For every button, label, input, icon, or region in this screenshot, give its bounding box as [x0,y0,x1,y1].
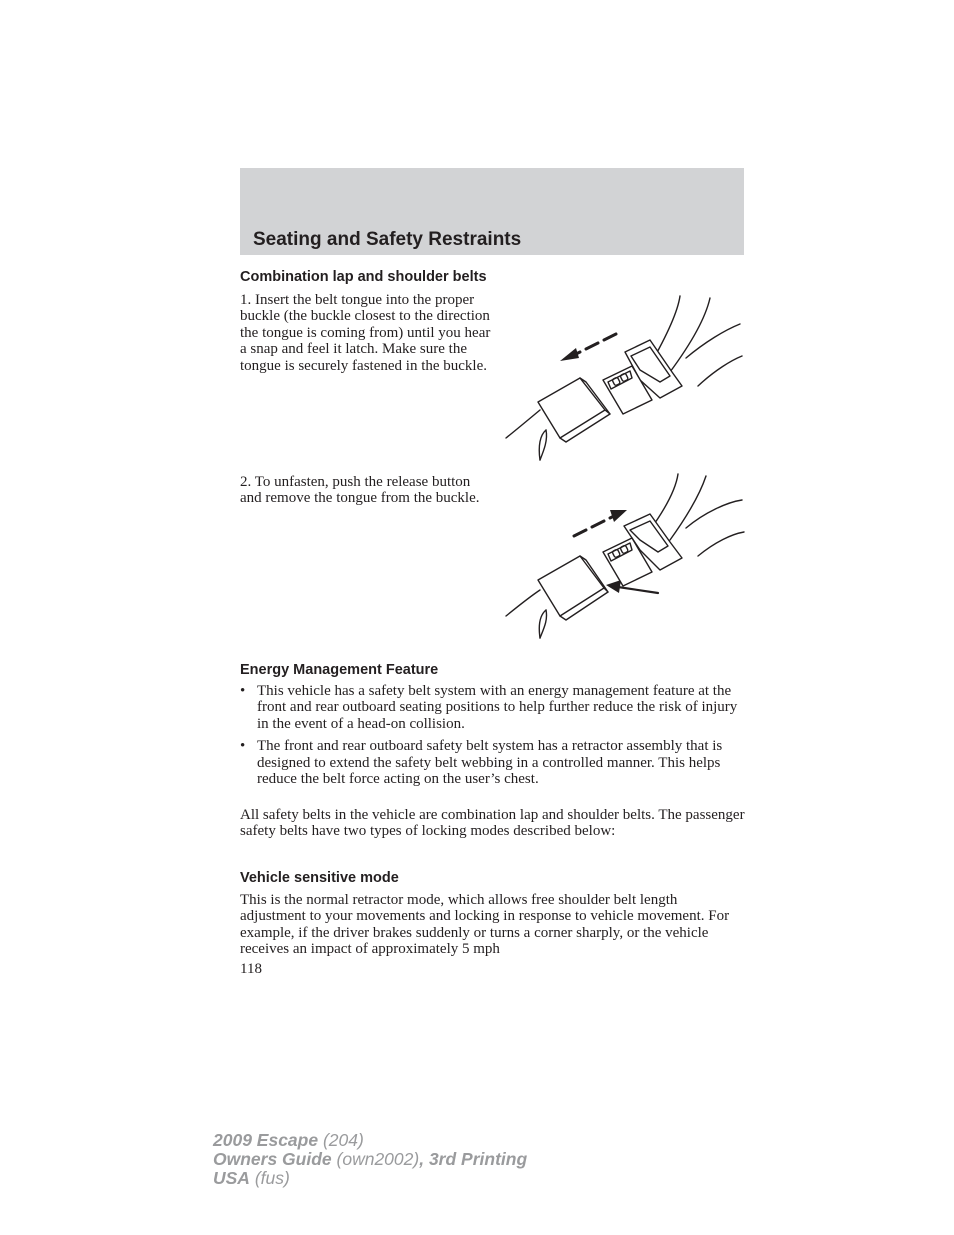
footer-model-code: (204) [322,1130,364,1150]
unfasten-belt-illustration [500,470,750,645]
release-direction-arrow [574,510,627,536]
document-footer [213,1131,527,1188]
energy-management-list [240,683,745,793]
footer-guide: Owners Guide [213,1149,332,1169]
section-title: Seating and Safety Restraints [253,229,522,250]
list-item: • The front and rear outboard safety belt system has a retractor assembly that is designed to extend the safety belt webbing in a controlled manner. This helps reduce the belt force acting on the user’s chest. [240,738,723,788]
bullet-icon: • [240,738,246,755]
vehicle-sensitive-paragraph: This is the normal retractor mode, which allows free shoulder belt length adjustment to your movements and locking in response to vehicle movement. For example, if the driver brakes suddenly or turns a corner sharply, or the vehicle receives an impact of approximately 5 mph [240,892,730,958]
footer-printing: , 3rd Printing [419,1149,528,1169]
bullet-icon: • [240,683,246,699]
locking-modes-paragraph: All safety belts in the vehicle are combination lap and shoulder belts. The passenger safety belts have two types of locking modes described below: [240,807,745,840]
footer-region: USA [213,1168,250,1188]
list-item: • This vehicle has a safety belt system with an energy management feature at the front and rear outboard seating positions to help further reduce the risk of injury in the event of a head-on collision. [240,683,738,732]
step-2-text: 2. To unfasten, push the release button and remove the tongue from the buckle. [240,474,480,507]
fasten-belt-illustration [500,290,750,465]
page-number: 118 [240,961,262,977]
footer-model: 2009 Escape [213,1130,319,1150]
section-header-band [240,168,744,255]
footer-guide-code: (own2002) [336,1149,420,1169]
step-1-text: 1. Insert the belt tongue into the proper buckle (the buckle closest to the direction the tongue is coming from) until you hear a snap and feel it latch. Make sure the tongue is securely fastened in the buckle. [240,292,491,374]
footer-region-code: (fus) [254,1168,290,1188]
heading-energy-management: Energy Management Feature [240,662,439,678]
heading-vehicle-sensitive-mode: Vehicle sensitive mode [240,870,399,886]
insert-direction-arrow [560,334,616,361]
heading-combination-belts: Combination lap and shoulder belts [240,269,487,285]
